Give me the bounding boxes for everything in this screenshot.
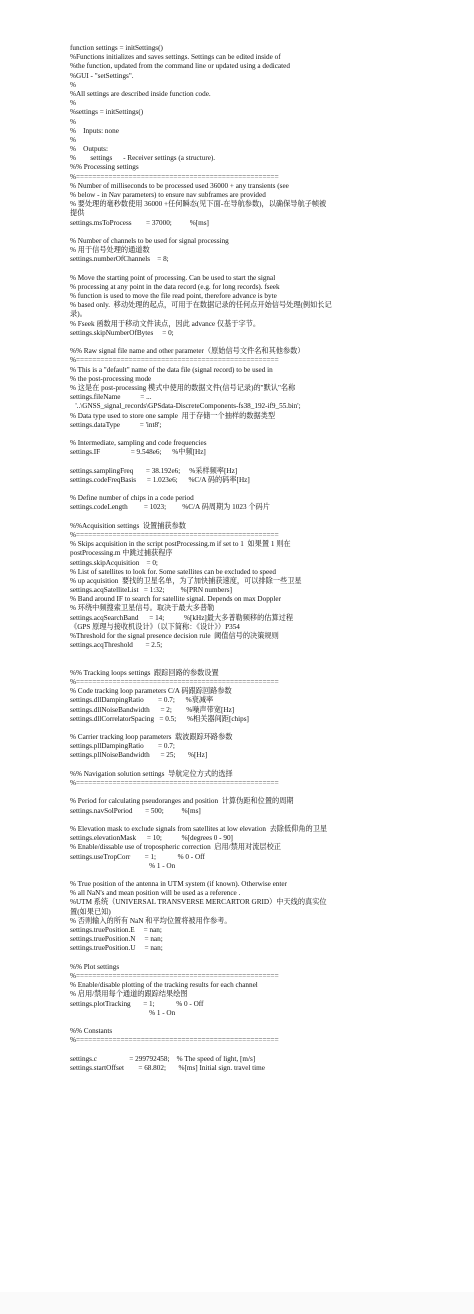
code-line: %Functions initializes and saves settings. Settings can be edited inside of <box>70 53 281 62</box>
code-line: 置(如果已知) <box>70 907 111 916</box>
code-line: %All settings are described inside function code. <box>70 89 211 98</box>
code-line: %settings = initSettings() <box>70 108 144 117</box>
code-line: %%Acquisition settings 设置捕获参数 <box>70 521 186 530</box>
code-line: %================================================== <box>70 172 279 181</box>
code-line: '..\GNSS_signal_records\GPSdata-DiscreteComponents-fs38_192-if9_55.bin'; <box>70 402 301 411</box>
code-line: % 否则输入的所有 NaN 和平均位置将被用作参考。 <box>70 916 232 925</box>
code-line: % Number of milliseconds to be processed used 36000 + any transients (see <box>70 181 289 190</box>
code-line <box>70 513 470 522</box>
code-line: settings.acqThreshold = 2.5; <box>70 641 163 650</box>
code-line: settings.codeFreqBasis = 1.023e6; %C/A 码的码率[Hz] <box>70 475 250 484</box>
code-line: % function is used to move the file read point, therefore advance is byte <box>70 292 277 301</box>
code-listing <box>70 44 470 1073</box>
code-line: % Intermediate, sampling and code frequencies <box>70 439 207 448</box>
code-line: % <box>70 99 76 108</box>
code-line: settings.truePosition.E = nan; <box>70 926 162 934</box>
code-line: % Period for calculating pseudoranges and position 计算伪距和位置的周期 <box>70 797 294 806</box>
code-line: settings.msToProcess = 37000; %[ms] <box>70 218 209 227</box>
code-line: % Code tracking loop parameters C/A 码跟踪回路参数 <box>70 687 232 696</box>
code-line: % up acquisition 要找的卫星名单，为了加快捕获速度，可以排除一些卫星 <box>70 576 302 585</box>
code-line: % Enable/disable plotting of the tracking results for each channel <box>70 981 258 990</box>
code-line: %================================================== <box>70 356 279 365</box>
code-line <box>70 761 470 770</box>
code-line: % below - in Nav parameters) to ensure nav subframes are provided <box>70 191 266 199</box>
code-line: settings.startOffset = 68.802; %[ms] Initial sign. travel time <box>70 1063 265 1072</box>
code-line: % all NaN's and mean position will be used as a reference . <box>70 889 241 898</box>
code-line: %================================================== <box>70 779 279 787</box>
code-line <box>70 871 470 880</box>
code-line: settings.pllDampingRatio = 0.7; <box>70 742 175 751</box>
code-line: % processing at any point in the data record (e.g. for long records). fseek <box>70 282 280 291</box>
code-line: %% Tracking loops settings 跟踪回路的参数设置 <box>70 668 219 677</box>
code-line: settings.pllNoiseBandwidth = 25; %[Hz] <box>70 751 208 760</box>
code-line: % <box>70 117 76 126</box>
code-line <box>70 265 470 274</box>
code-line: %GUI - "setSettings". <box>70 71 134 80</box>
code-line: %% Plot settings <box>70 962 120 971</box>
code-line: settings.dataType = 'int8'; <box>70 420 162 429</box>
code-line: settings.dllDampingRatio = 0.7; %衰减率 <box>70 696 214 705</box>
code-line: %UTM 系统（UNIVERSAL TRANSVERSE MERCARTOR GRID）中天线的真实位 <box>70 898 327 907</box>
code-line: % 1 - On <box>70 1008 176 1017</box>
code-line: %% Navigation solution settings 导航定位方式的选择 <box>70 769 233 778</box>
code-line: % 1 - On <box>70 861 176 870</box>
code-line: %% Raw signal file name and other parameter（原始信号文件名和其他参数） <box>70 347 305 356</box>
code-line: settings.plotTracking = 1; % 0 - Off <box>70 999 204 1008</box>
code-line: %% Processing settings <box>70 163 139 172</box>
code-line: settings.dllNoiseBandwidth = 2; %噪声带宽[Hz] <box>70 705 235 714</box>
code-line: %Threshold for the signal presence decision rule 阈值信号的决策规则 <box>70 632 279 640</box>
code-line <box>70 228 470 237</box>
code-line: % 要处理的毫秒数使用 36000 +任何瞬态(见下面-在导航参数)，以确保导航子帧被 <box>70 200 327 209</box>
code-line: %% Constants <box>70 1027 113 1036</box>
code-line: settings.skipNumberOfBytes = 0; <box>70 328 174 337</box>
code-line: settings.elevationMask = 10; %[degrees 0 - 90] <box>70 834 233 843</box>
code-line: % This is a "default" name of the data file (signal record) to be used in <box>70 365 273 374</box>
code-line: % Move the starting point of processing. Can be used to start the signal <box>70 273 276 282</box>
code-line: settings.skipAcquisition = 0; <box>70 558 158 567</box>
code-line: % Skips acquisition in the script postProcessing.m if set to 1 如果置 1 则在 <box>70 540 291 549</box>
code-line <box>70 788 470 797</box>
code-line: % Define number of chips in a code period <box>70 494 194 503</box>
bottom-strip <box>0 1292 474 1314</box>
code-line: settings.codeLength = 1023; %C/A 码周期为 1023 个码片 <box>70 503 270 512</box>
code-line: settings.fileName = ... <box>70 393 152 402</box>
code-line: % Carrier tracking loop parameters 载波跟踪环路参数 <box>70 733 233 742</box>
code-line: % Band around IF to search for satellite signal. Depends on max Doppler <box>70 595 281 604</box>
code-line: settings.truePosition.U = nan; <box>70 944 163 953</box>
code-line <box>70 430 470 439</box>
code-line: % List of satellites to look for. Some satellites can be excluded to speed <box>70 567 276 576</box>
code-line: settings.samplingFreq = 38.192e6; %采样频率[Hz] <box>70 466 238 475</box>
code-line: % Data type used to store one sample 用于存储一个抽样的数据类型 <box>70 411 276 420</box>
code-line <box>70 660 470 669</box>
code-line: settings.IF = 9.548e6; %中频[Hz] <box>70 448 206 457</box>
code-line: % Number of channels to be used for signal processing <box>70 236 229 245</box>
code-line: %the function, updated from the command line or updated using a dedicated <box>70 62 290 71</box>
code-line <box>70 954 470 963</box>
code-line: settings.c = 299792458; % The speed of light, [m/s] <box>70 1054 256 1063</box>
code-line: 提供 <box>70 209 85 218</box>
code-line <box>70 816 470 825</box>
code-line: 录)。 <box>70 310 87 319</box>
code-line <box>70 650 470 659</box>
code-line: settings.acqSearchBand = 14; %[kHz]最大多普勒频移的估算过程 <box>70 613 294 622</box>
code-line: %================================================== <box>70 1036 279 1045</box>
code-line: % Enable/dissable use of tropospheric correction 启用/禁用对流层校正 <box>70 843 281 852</box>
code-line: settings.useTropCorr = 1; % 0 - Off <box>70 852 205 861</box>
code-line: % <box>70 135 76 144</box>
code-line: % settings - Receiver settings (a structure). <box>70 154 216 163</box>
code-line <box>70 457 470 466</box>
code-line: % Elevation mask to exclude signals from satellites at low elevation 去除低仰角的卫星 <box>70 824 328 833</box>
code-line <box>70 338 470 347</box>
code-line: 《GPS 原理与接收机设计》（以下简称：《设计》）P354 <box>70 622 240 631</box>
code-line: % True position of the antenna in UTM system (if known). Otherwise enter <box>70 880 287 889</box>
code-line: % Outputs: <box>70 145 108 154</box>
code-line: settings.navSolPeriod = 500; %[ms] <box>70 806 201 815</box>
code-line: function settings = initSettings() <box>70 44 163 52</box>
code-line: %================================================== <box>70 971 279 980</box>
code-line <box>70 1045 470 1054</box>
code-line: % Fseek 函数用于移动文件读点，因此 advance 仅基于字节。 <box>70 319 261 328</box>
code-line: % the post-processing mode <box>70 374 152 383</box>
code-line: % <box>70 80 76 89</box>
code-line: settings.acqSatelliteList = 1:32; %[PRN numbers] <box>70 586 232 595</box>
code-line: % based only. 移动处理的起点，可用于在数据记录的任何点开始信号处理(例如长记 <box>70 301 332 310</box>
code-line: % 环绕中频搜索卫星信号。取决于最大多普勒 <box>70 604 215 613</box>
code-line: settings.numberOfChannels = 8; <box>70 255 169 264</box>
code-line: % 启用/禁用每个通道的跟踪结果绘图 <box>70 990 188 999</box>
code-line: %================================================== <box>70 677 279 686</box>
code-line: postProcessing.m 中跳过捕获程序 <box>70 549 173 558</box>
code-line <box>70 1018 470 1027</box>
code-line: %================================================== <box>70 530 279 539</box>
code-line: % 用于信号处理的通道数 <box>70 246 150 255</box>
code-line: settings.dllCorrelatorSpacing = 0.5; %相关器间距[chips] <box>70 714 249 723</box>
code-line: % Inputs: none <box>70 126 119 135</box>
code-line <box>70 724 470 733</box>
code-line: settings.truePosition.N = nan; <box>70 935 163 944</box>
code-line: % 这是在 post-processing 模式中使用的数据文件(信号记录)的"默认"名称 <box>70 383 296 392</box>
code-line <box>70 485 470 494</box>
